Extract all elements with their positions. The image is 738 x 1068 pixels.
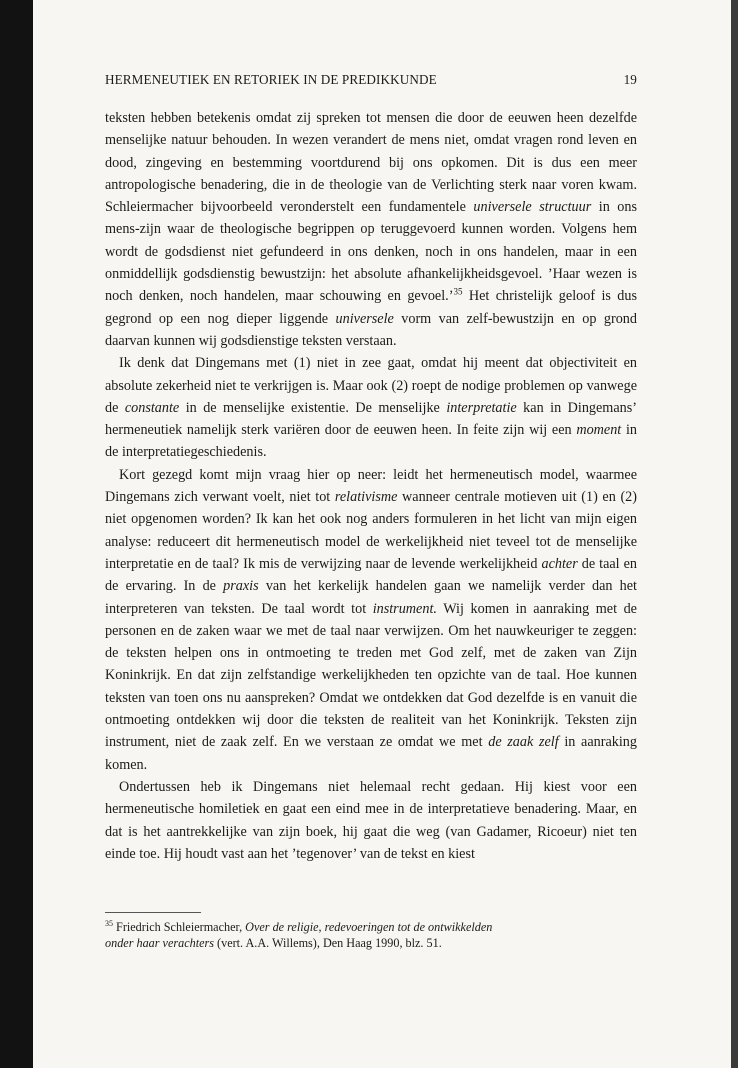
running-head bbox=[105, 72, 637, 88]
text-run: Het christelijk geloof is dus gegrond op een nog dieper liggende bbox=[105, 288, 637, 327]
emphasis-text: universele structuur bbox=[473, 199, 592, 216]
text-run: de taal en de ervaring. In de bbox=[105, 555, 637, 595]
emphasis-text: achter bbox=[541, 555, 578, 572]
text-run: in de interpretatiegeschiedenis. bbox=[105, 422, 637, 461]
emphasis-text: relativisme bbox=[334, 489, 398, 506]
text-run: Wij komen in aanraking met de personen en de zaken waar we met de taal naar verwijzen. Om het nauwkeuriger te zeggen: de teksten helpen ons in ontmoeting te treden met God zelf, met de zaken van Zijn Koninkrijk. En dat zijn zelfstandige werkelijkheden ten opzichte van de taal. Hoe kunnen teksten van toen ons nu aanspreken? Omdat we ontdekken dat God dezelfde is en vanuit die ontmoeting ontdekken wij door die teksten de realiteit van het Koninkrijk. Teksten zijn instrument, niet de zaak zelf. En we verstaan ze omdat we met bbox=[105, 600, 637, 751]
footnote bbox=[105, 919, 505, 951]
scan-edge-left bbox=[0, 0, 33, 1068]
footnote-marker: 35 bbox=[105, 918, 113, 928]
text-run: (vert. A.A. Willems), Den Haag 1990, blz. 51. bbox=[214, 936, 442, 950]
footnote-separator bbox=[105, 912, 201, 913]
text-run: Kort gezegd komt mijn vraag hier op neer: leidt het hermeneutisch model, waarmee Dingemans zich verwant voelt, niet tot bbox=[105, 466, 637, 506]
text-run: Friedrich Schleiermacher, bbox=[113, 920, 246, 934]
emphasis-text: constante bbox=[124, 399, 180, 416]
emphasis-text: universele bbox=[335, 310, 394, 327]
text-run: Ondertussen heb ik Dingemans niet helemaal recht gedaan. Hij kiest voor een hermeneutische homiletiek en gaat een eind mee in de interpretatieve benadering. Maar, en dat is het aantrekkelijke van zijn boek, hij gaat die weg (van Gadamer, Ricoeur) niet ten einde toe. Hij houdt vast aan het ’tegenover’ van de tekst en kiest bbox=[105, 778, 637, 862]
text-run: wanneer centrale motieven uit (1) en (2) niet opgenomen worden? Ik kan het ook nog anders formuleren in het licht van mijn eigen analyse: reduceert dit hermeneutisch model de werkelijkheid niet teveel tot de menselijke interpretatie en de taal? Ik mis de verwijzing naar de levende werkelijkheid bbox=[105, 489, 637, 572]
emphasis-text: praxis bbox=[223, 578, 259, 595]
emphasis-text: moment bbox=[576, 422, 622, 439]
emphasis-text: Over de religie, redevoeringen tot de ontwikkelden onder haar verachters bbox=[105, 920, 493, 950]
emphasis-text: de zaak zelf bbox=[488, 734, 559, 751]
text-run: teksten hebben betekenis omdat zij spreken tot mensen die door de eeuwen heen dezelfde menselijke natuur behouden. In wezen verandert de mens niet, omdat vragen rond leven en dood, zingeving en bestemming voortdurend bij ons opkomen. Dit is dus een meer antropologische benadering, die in de theologie van de Verlichting sterk naar voren kwam. Schleiermacher bijvoorbeeld veronderstelt een fundamentele bbox=[105, 110, 637, 216]
text-run: Ik denk dat Dingemans met (1) niet in zee gaat, omdat hij meent dat objectiviteit en absolute zekerheid niet te verkrijgen is. Maar ook (2) roept de nodige problemen op vanwege de bbox=[105, 355, 637, 416]
text-run: van het kerkelijk handelen gaan we namelijk verder dan het interpreteren van teksten. De taal wordt tot bbox=[105, 578, 637, 617]
emphasis-text: interpretatie bbox=[446, 399, 517, 416]
footnote-marker: 35 bbox=[453, 286, 463, 297]
text-run: vorm van zelf-bewustzijn en op grond daarvan kunnen wij godsdienstige teksten verstaan. bbox=[105, 310, 637, 349]
scan-edge-right bbox=[731, 0, 738, 1068]
body-text bbox=[105, 107, 637, 865]
text-run: in aanraking komen. bbox=[105, 734, 637, 773]
running-head-title: HERMENEUTIEK EN RETORIEK IN DE PREDIKKUNDE bbox=[105, 72, 437, 87]
book-page bbox=[33, 0, 731, 1068]
emphasis-text: instrument. bbox=[372, 600, 437, 617]
text-run: in ons mens-zijn waar de theologische begrippen op teruggevoerd kunnen worden. Volgens hem wordt de godsdienst niet gefundeerd in ons denken, noch in ons handelen, maar in een onmiddellijk godsdienstig bewustzijn: het absolute afhankelijkheidsgevoel. ’Haar wezen is noch denken, noch handelen, maar schouwing en gevoel.’ bbox=[105, 199, 637, 305]
paragraph bbox=[105, 352, 637, 463]
paragraph bbox=[105, 107, 637, 352]
paragraph bbox=[105, 776, 637, 865]
text-run: kan in Dingemans’ hermeneutiek namelijk sterk variëren door de eeuwen heen. In feite zijn wij een bbox=[105, 399, 637, 439]
paragraph bbox=[105, 464, 637, 776]
page-number: 19 bbox=[623, 72, 637, 87]
text-run: in de menselijke existentie. De menselijke bbox=[179, 399, 447, 416]
